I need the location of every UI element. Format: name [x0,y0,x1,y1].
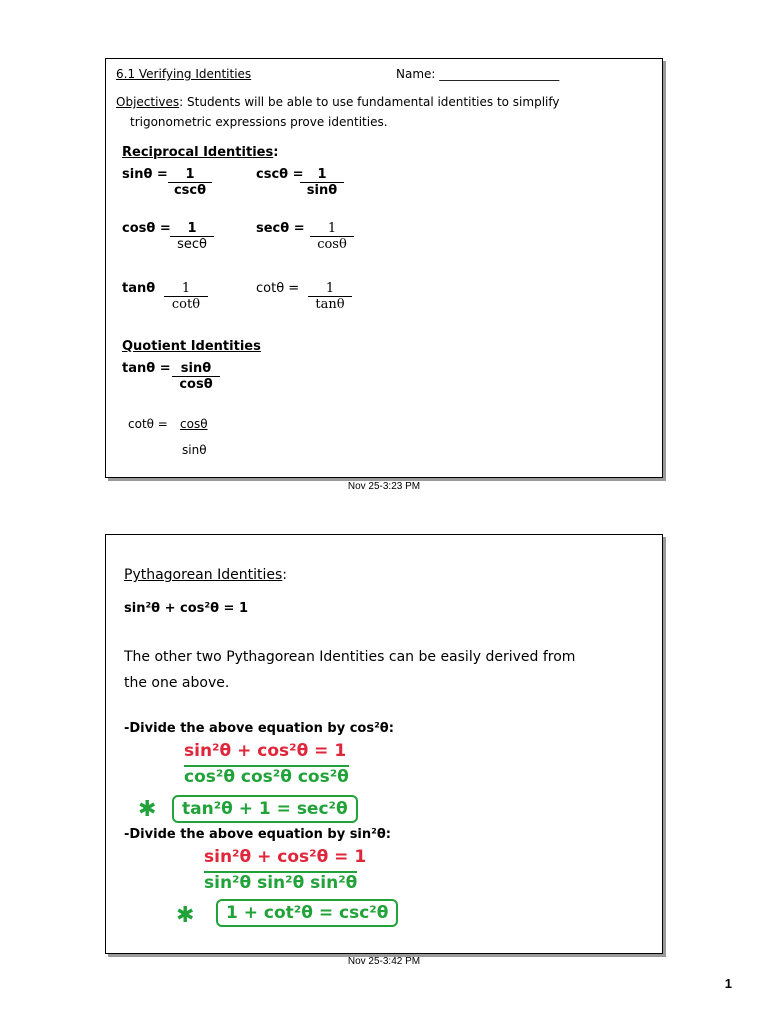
reciprocal-heading: Reciprocal Identities [122,145,274,160]
paragraph-line-1: The other two Pythagorean Identities can be easily derived from [124,649,576,665]
step1-numerator: sin²θ + cos²θ = 1 [184,741,347,761]
objectives-label: Objectives [116,95,180,109]
frac-cos: 1 secθ [170,221,214,252]
step2-denominator: sin²θ sin²θ sin²θ [204,873,358,893]
identity-cos: cosθ = [122,221,171,236]
quotient-heading: Quotient Identities [122,339,261,354]
identity-csc: cscθ = [256,167,304,182]
quotient-cot: cotθ = [128,417,168,431]
objectives-line [116,95,559,109]
name-label: Name: [396,67,440,81]
step1-instruction: -Divide the above equation by cos²θ: [124,721,394,736]
page-number: 1 [724,976,732,991]
step1-denominator: cos²θ cos²θ cos²θ [184,767,349,787]
identity-cot: cotθ = [256,281,300,296]
quotient-tan: tanθ = [122,361,171,376]
identity-tan: tanθ [122,281,156,296]
objectives-text-2: trigonometric expressions prove identities. [130,115,388,129]
quotient-cot-den: sinθ [182,443,207,457]
pyth-heading: Pythagorean Identities [124,567,283,583]
star-1: ✱ [138,797,157,822]
frac-cot: $\frac{1}{\tan\theta}$ [308,281,352,312]
quotient-cot-num: cosθ [180,417,208,431]
frac-tan: $\frac{1}{\cot\theta}$ [164,281,208,312]
name-blank: ____________________ [439,67,560,81]
frac-sec: $\frac{1}{\cos\theta}$ [310,221,354,252]
identity-sec: secθ = [256,221,305,236]
timestamp-1: Nov 25-3:23 PM [347,481,421,492]
step2-result: 1 + cot²θ = csc²θ [216,899,398,927]
step2-instruction: -Divide the above equation by sin²θ: [124,827,391,842]
reciprocal-heading-row: Reciprocal Identities: [122,145,279,160]
identity-sin: sinθ = [122,167,168,182]
step2-numerator: sin²θ + cos²θ = 1 [204,847,367,867]
slide-reciprocal-quotient [105,58,663,478]
paragraph-line-2: the one above. [124,675,230,691]
name-field [396,67,559,81]
slide-title: 6.1 Verifying Identities [116,67,252,81]
frac-quotient-tan: $\frac{\sin\theta}{\cos\theta}$ [172,361,220,392]
slide-pythagorean [105,534,663,954]
step1-result: tan²θ + 1 = sec²θ [172,795,358,823]
frac-sin: 1 cscθ [168,167,212,198]
star-2: ✱ [176,903,195,928]
frac-csc: $\frac{1}{\sin\theta}$ [300,167,344,198]
pyth-heading-row: Pythagorean Identities: [124,567,287,583]
timestamp-2: Nov 25-3:42 PM [347,956,421,967]
objectives-text: : Students will be able to use fundamental identities to simplify [179,95,560,109]
base-identity: sin²θ + cos²θ = 1 [124,601,249,616]
title-row [116,67,251,81]
